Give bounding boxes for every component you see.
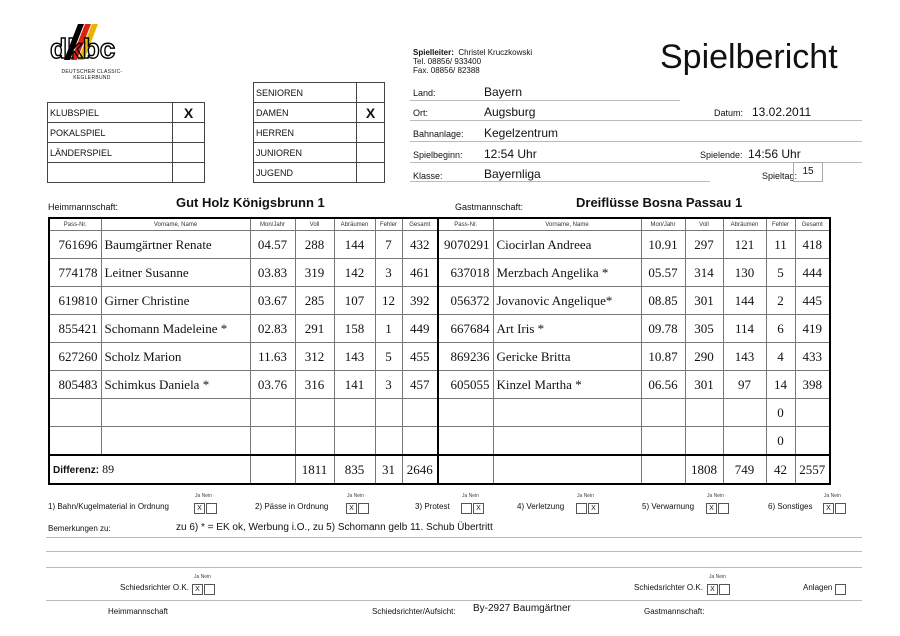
- home-abraeumen-cell: [334, 427, 375, 456]
- guest-voll-cell: [685, 399, 723, 427]
- spielleiter-block: [413, 48, 532, 75]
- table-row: [49, 427, 830, 456]
- anlagen-label: Anlagen: [803, 583, 833, 592]
- check-nein-checkbox[interactable]: [358, 503, 369, 514]
- guest-abraeumen-cell: 121: [723, 231, 766, 259]
- game-type-mark: X: [173, 103, 205, 123]
- check-ja-checkbox[interactable]: X: [706, 503, 717, 514]
- home-abraeumen-cell: 141: [334, 371, 375, 399]
- guest-pass-nr-cell: 637018: [438, 259, 493, 287]
- home-gesamt-cell: 392: [402, 287, 438, 315]
- page-title: Spielbericht: [660, 38, 838, 76]
- category-mark: [357, 163, 385, 183]
- guest-name-cell: Gericke Britta: [493, 343, 641, 371]
- home-mon-jahr-cell: 03.67: [250, 287, 295, 315]
- guest-voll-cell: 305: [685, 315, 723, 343]
- guest-team-name: Dreiflüsse Bosna Passau 1: [576, 195, 743, 210]
- guest-mon-jahr-cell: [641, 427, 685, 456]
- guest-name-cell: [493, 427, 641, 456]
- guest-pass-nr-cell: 056372: [438, 287, 493, 315]
- guest-mon-jahr-cell: 10.91: [641, 231, 685, 259]
- guest-voll-cell: 301: [685, 287, 723, 315]
- guest-gesamt-cell: 433: [795, 343, 830, 371]
- col-header: Abräumen: [334, 218, 375, 231]
- guest-abraeumen-cell: 144: [723, 287, 766, 315]
- spielbeginn-label: Spielbeginn:: [413, 150, 463, 160]
- klasse-label: Klasse:: [413, 171, 443, 181]
- guest-mon-jahr-cell: 10.87: [641, 343, 685, 371]
- spielleiter-fax: Fax. 08856/ 82388: [413, 66, 480, 75]
- home-total-gesamt: 2646: [402, 455, 438, 484]
- category-label: DAMEN: [254, 103, 357, 123]
- home-fehler-cell: 12: [375, 287, 402, 315]
- guest-fehler-cell: 6: [766, 315, 795, 343]
- home-name-cell: Schimkus Daniela *: [101, 371, 250, 399]
- guest-abraeumen-cell: [723, 427, 766, 456]
- spielleiter-name: Christel Kruczkowski: [458, 48, 533, 57]
- game-type-mark: [173, 143, 205, 163]
- home-voll-cell: 291: [295, 315, 334, 343]
- guest-fehler-cell: 2: [766, 287, 795, 315]
- home-mon-jahr-cell: 04.57: [250, 231, 295, 259]
- check-nein-checkbox[interactable]: X: [588, 503, 599, 514]
- guest-total-gesamt: 2557: [795, 455, 830, 484]
- col-header: Vorname, Name: [493, 218, 641, 231]
- guest-gesamt-cell: 419: [795, 315, 830, 343]
- check-label: 2) Pässe in Ordnung: [255, 502, 329, 511]
- guest-voll-cell: [685, 427, 723, 456]
- table-row: [49, 343, 830, 371]
- col-header: Pass-Nr.: [49, 218, 101, 231]
- home-fehler-cell: 5: [375, 343, 402, 371]
- col-header: Vorname, Name: [101, 218, 250, 231]
- category-mark: [357, 143, 385, 163]
- guest-fehler-cell: 0: [766, 427, 795, 456]
- check-label: 3) Protest: [415, 502, 450, 511]
- guest-abraeumen-cell: 97: [723, 371, 766, 399]
- guest-gesamt-cell: 444: [795, 259, 830, 287]
- guest-fehler-cell: 11: [766, 231, 795, 259]
- check-nein-checkbox[interactable]: [206, 503, 217, 514]
- guest-abraeumen-cell: 114: [723, 315, 766, 343]
- score-table: [48, 217, 831, 485]
- svg-text:dkbc: dkbc: [50, 33, 116, 64]
- home-voll-cell: 288: [295, 231, 334, 259]
- home-voll-cell: 312: [295, 343, 334, 371]
- col-header: Voll: [685, 218, 723, 231]
- home-abraeumen-cell: 143: [334, 343, 375, 371]
- guest-abraeumen-cell: [723, 399, 766, 427]
- category-box: [253, 82, 385, 183]
- home-gesamt-cell: 455: [402, 343, 438, 371]
- home-name-cell: Baumgärtner Renate: [101, 231, 250, 259]
- check-ja-checkbox[interactable]: X: [346, 503, 357, 514]
- table-row: [49, 399, 830, 427]
- category-mark: [357, 123, 385, 143]
- land-value: Bayern: [484, 85, 523, 99]
- guest-gesamt-cell: 445: [795, 287, 830, 315]
- home-pass-nr-cell: 627260: [49, 343, 101, 371]
- check-ja-checkbox[interactable]: [461, 503, 472, 514]
- footer-schiri-name: By-2927 Baumgärtner: [473, 603, 571, 614]
- guest-fehler-cell: 4: [766, 343, 795, 371]
- col-header: Fehler: [375, 218, 402, 231]
- ort-value: Augsburg: [484, 105, 536, 119]
- ja-nein-header: Ja Nein: [709, 574, 726, 580]
- home-abraeumen-cell: 142: [334, 259, 375, 287]
- home-gesamt-cell: [402, 427, 438, 456]
- spieltag-value: 15: [793, 162, 823, 182]
- guest-mon-jahr-cell: 05.57: [641, 259, 685, 287]
- home-fehler-cell: 3: [375, 371, 402, 399]
- ort-label: Ort:: [413, 108, 428, 118]
- check-nein-checkbox[interactable]: [835, 503, 846, 514]
- game-type-mark: [173, 123, 205, 143]
- schiri-ok-right-label: Schiedsrichter O.K.: [634, 583, 703, 592]
- col-header: Mon/Jahr: [250, 218, 295, 231]
- guest-pass-nr-cell: [438, 399, 493, 427]
- category-mark: X: [357, 103, 385, 123]
- guest-pass-nr-cell: 9070291: [438, 231, 493, 259]
- guest-total-fehler: 42: [766, 455, 795, 484]
- home-mon-jahr-cell: 03.83: [250, 259, 295, 287]
- guest-voll-cell: 314: [685, 259, 723, 287]
- home-name-cell: [101, 427, 250, 456]
- guest-voll-cell: 301: [685, 371, 723, 399]
- home-fehler-cell: [375, 427, 402, 456]
- game-type-box: [47, 102, 205, 183]
- home-name-cell: Leitner Susanne: [101, 259, 250, 287]
- bahnanlage-value: Kegelzentrum: [484, 126, 559, 140]
- guest-pass-nr-cell: 869236: [438, 343, 493, 371]
- home-pass-nr-cell: 774178: [49, 259, 101, 287]
- home-voll-cell: [295, 427, 334, 456]
- table-row: [49, 315, 830, 343]
- col-header: Mon/Jahr: [641, 218, 685, 231]
- home-name-cell: Scholz Marion: [101, 343, 250, 371]
- guest-voll-cell: 297: [685, 231, 723, 259]
- check-ja-checkbox[interactable]: X: [823, 503, 834, 514]
- klasse-value: Bayernliga: [484, 167, 541, 181]
- check-nein-checkbox[interactable]: [718, 503, 729, 514]
- spielleiter-tel: Tel. 08856/ 933400: [413, 57, 482, 66]
- home-mon-jahr-cell: 02.83: [250, 315, 295, 343]
- footer-schiri-label: Schiedsrichter/Aufsicht:: [372, 607, 456, 616]
- totals-row: [49, 455, 830, 484]
- spielende-label: Spielende:: [700, 150, 743, 160]
- datum-label: Datum:: [714, 108, 744, 118]
- guest-total-abraeumen: 749: [723, 455, 766, 484]
- guest-gesamt-cell: 398: [795, 371, 830, 399]
- guest-name-cell: Merzbach Angelika *: [493, 259, 641, 287]
- home-total-abraeumen: 835: [334, 455, 375, 484]
- schiri-ok-left-ja-checkbox[interactable]: X: [192, 584, 203, 595]
- home-abraeumen-cell: 144: [334, 231, 375, 259]
- ja-nein-header: Ja Nein: [707, 493, 724, 499]
- ja-nein-header: Ja Nein: [347, 493, 364, 499]
- dkbc-logo: [48, 20, 136, 80]
- guest-fehler-cell: 5: [766, 259, 795, 287]
- anlagen-checkbox[interactable]: [835, 584, 846, 595]
- spieltag-label: Spieltag:: [762, 171, 798, 181]
- home-mon-jahr-cell: 03.76: [250, 371, 295, 399]
- guest-name-cell: [493, 399, 641, 427]
- check-label: 5) Verwarnung: [642, 502, 695, 511]
- game-type-label: KLUBSPIEL: [48, 103, 173, 123]
- col-header: Abräumen: [723, 218, 766, 231]
- home-pass-nr-cell: [49, 399, 101, 427]
- diff-label: Differenz:: [53, 465, 100, 476]
- game-type-label: LÄNDERSPIEL: [48, 143, 173, 163]
- home-mon-jahr-cell: [250, 427, 295, 456]
- home-total-voll: 1811: [295, 455, 334, 484]
- home-fehler-cell: 3: [375, 259, 402, 287]
- home-pass-nr-cell: [49, 427, 101, 456]
- home-abraeumen-cell: 107: [334, 287, 375, 315]
- footer-heim-label: Heimmannschaft: [108, 607, 169, 616]
- guest-mon-jahr-cell: 08.85: [641, 287, 685, 315]
- home-total-fehler: 31: [375, 455, 402, 484]
- guest-gesamt-cell: [795, 399, 830, 427]
- guest-pass-nr-cell: 667684: [438, 315, 493, 343]
- spielleiter-label: Spielleiter:: [413, 48, 454, 57]
- home-fehler-cell: 7: [375, 231, 402, 259]
- remarks-text: zu 6) * = EK ok, Werbung i.O., zu 5) Schomann gelb 11. Schub Übertritt: [176, 522, 493, 533]
- guest-pass-nr-cell: 605055: [438, 371, 493, 399]
- col-header: Gesamt: [795, 218, 830, 231]
- datum-value: 13.02.2011: [752, 105, 812, 119]
- home-team-label: Heimmannschaft:: [48, 202, 119, 212]
- home-mon-jahr-cell: [250, 399, 295, 427]
- home-pass-nr-cell: 619810: [49, 287, 101, 315]
- schiri-ok-right-nein-checkbox[interactable]: [719, 584, 730, 595]
- check-label: 6) Sonstiges: [768, 502, 813, 511]
- check-nein-checkbox[interactable]: X: [473, 503, 484, 514]
- guest-mon-jahr-cell: 09.78: [641, 315, 685, 343]
- schiri-ok-right-ja-checkbox[interactable]: X: [707, 584, 718, 595]
- col-header: Fehler: [766, 218, 795, 231]
- home-pass-nr-cell: 805483: [49, 371, 101, 399]
- home-name-cell: Girner Christine: [101, 287, 250, 315]
- guest-name-cell: Kinzel Martha *: [493, 371, 641, 399]
- game-type-label: POKALSPIEL: [48, 123, 173, 143]
- check-label: 1) Bahn/Kugelmaterial in Ordnung: [48, 502, 169, 511]
- home-voll-cell: [295, 399, 334, 427]
- home-team-name: Gut Holz Königsbrunn 1: [176, 195, 325, 210]
- home-gesamt-cell: 457: [402, 371, 438, 399]
- guest-fehler-cell: 0: [766, 399, 795, 427]
- home-gesamt-cell: [402, 399, 438, 427]
- col-header: Voll: [295, 218, 334, 231]
- home-pass-nr-cell: 761696: [49, 231, 101, 259]
- home-voll-cell: 316: [295, 371, 334, 399]
- schiri-ok-left-nein-checkbox[interactable]: [204, 584, 215, 595]
- guest-mon-jahr-cell: [641, 399, 685, 427]
- home-gesamt-cell: 461: [402, 259, 438, 287]
- col-header: Gesamt: [402, 218, 438, 231]
- guest-gesamt-cell: 418: [795, 231, 830, 259]
- guest-team-label: Gastmannschaft:: [455, 202, 524, 212]
- category-label: JUNIOREN: [254, 143, 357, 163]
- guest-total-voll: 1808: [685, 455, 723, 484]
- footer-gast-label: Gastmannschaft:: [644, 607, 705, 616]
- spielende-value: 14:56 Uhr: [748, 147, 801, 161]
- table-row: [49, 287, 830, 315]
- guest-abraeumen-cell: 143: [723, 343, 766, 371]
- ja-nein-header: Ja Nein: [194, 574, 211, 580]
- guest-gesamt-cell: [795, 427, 830, 456]
- logo-line1: DEUTSCHER CLASSIC-: [61, 69, 123, 75]
- check-ja-checkbox[interactable]: [576, 503, 587, 514]
- home-fehler-cell: 1: [375, 315, 402, 343]
- home-name-cell: [101, 399, 250, 427]
- schiri-ok-left-label: Schiedsrichter O.K.: [120, 583, 189, 592]
- table-row: [49, 259, 830, 287]
- guest-name-cell: Art Iris *: [493, 315, 641, 343]
- home-fehler-cell: [375, 399, 402, 427]
- guest-abraeumen-cell: 130: [723, 259, 766, 287]
- guest-voll-cell: 290: [685, 343, 723, 371]
- guest-mon-jahr-cell: 06.56: [641, 371, 685, 399]
- table-row: [49, 371, 830, 399]
- home-gesamt-cell: 432: [402, 231, 438, 259]
- ja-nein-header: Ja Nein: [462, 493, 479, 499]
- col-header: Pass-Nr.: [438, 218, 493, 231]
- category-label: JUGEND: [254, 163, 357, 183]
- land-label: Land:: [413, 88, 436, 98]
- ja-nein-header: Ja Nein: [195, 493, 212, 499]
- category-mark: [357, 83, 385, 103]
- ja-nein-header: Ja Nein: [824, 493, 841, 499]
- check-ja-checkbox[interactable]: X: [194, 503, 205, 514]
- home-abraeumen-cell: [334, 399, 375, 427]
- home-mon-jahr-cell: 11.63: [250, 343, 295, 371]
- home-name-cell: Schomann Madeleine *: [101, 315, 250, 343]
- home-voll-cell: 319: [295, 259, 334, 287]
- guest-name-cell: Ciocirlan Andreea: [493, 231, 641, 259]
- logo-line2: KEGLERBUND: [73, 75, 111, 81]
- remarks-label: Bemerkungen zu:: [48, 524, 111, 533]
- guest-pass-nr-cell: [438, 427, 493, 456]
- category-label: HERREN: [254, 123, 357, 143]
- table-row: [49, 231, 830, 259]
- guest-name-cell: Jovanovic Angelique*: [493, 287, 641, 315]
- ja-nein-header: Ja Nein: [577, 493, 594, 499]
- home-voll-cell: 285: [295, 287, 334, 315]
- home-pass-nr-cell: 855421: [49, 315, 101, 343]
- check-label: 4) Verletzung: [517, 502, 565, 511]
- bahnanlage-label: Bahnanlage:: [413, 129, 464, 139]
- diff-value: 89: [102, 462, 115, 476]
- spielbeginn-value: 12:54 Uhr: [484, 147, 537, 161]
- guest-fehler-cell: 14: [766, 371, 795, 399]
- category-label: SENIOREN: [254, 83, 357, 103]
- home-abraeumen-cell: 158: [334, 315, 375, 343]
- table-header: [49, 218, 830, 231]
- home-gesamt-cell: 449: [402, 315, 438, 343]
